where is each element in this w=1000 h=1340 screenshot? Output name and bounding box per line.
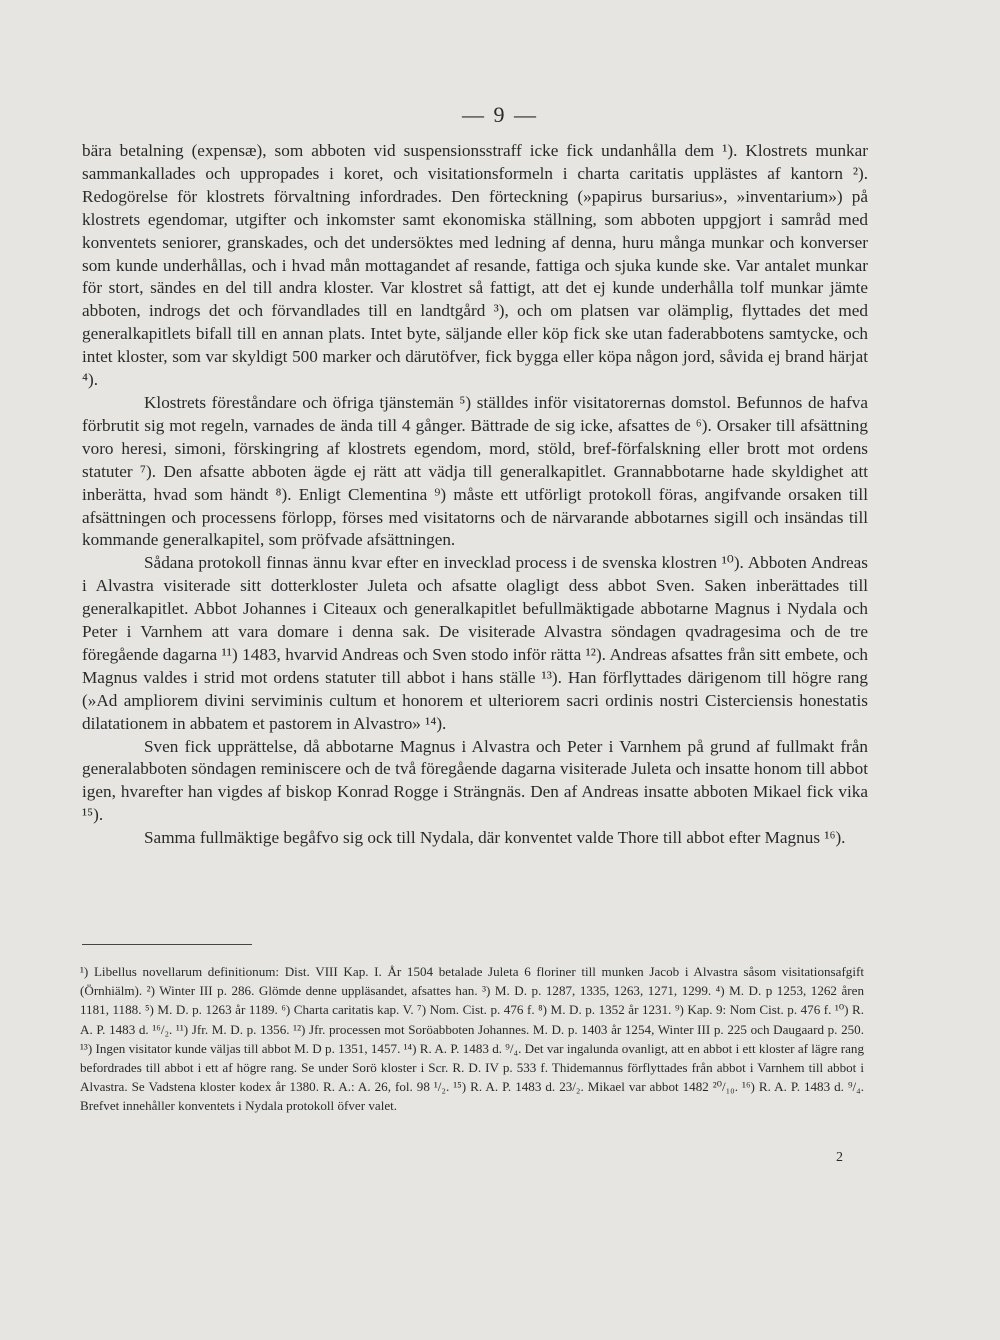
footnotes: ¹) Libellus novellarum definitionum: Dist. VIII Kap. I. År 1504 betalade Juleta 6 floriner till munken Jacob i Alvastra såsom visitationsafgift (Örnhiälm). ²) Winter III p. 286. Glömde denne uppläsandet, afsattes han. ³) M. D. p. 1287, 1335, 1263, 1271, 1299. ⁴) M. D. p 1253, 1262 åren 1181, 1188. ⁵) M. D. p. 1263 år 1189. ⁶) Charta caritatis kap. V. ⁷) Nom. Cist. p. 476 f. ⁸) M. D. p. 1352 år 1231. ⁹) Kap. 9: Nom Cist. p. 476 f. ¹⁰) R. A. P. 1483 d. ¹⁶/₂. ¹¹) Jfr. M. D. p. 1356. ¹²) Jfr. processen mot Soröabboten Johannes. M. D. p. 1403 år 1254, Winter III p. 225 och Daugaard p. 250. ¹³) Ingen visitator kunde väljas till abbot M. D p. 1351, 1457. ¹⁴) R. A. P. 1483 d. ⁹/₄. Det var ingalunda ovanligt, att en abbot i ett kloster af lägre rang befordrades till abbot i ett af högre rang. Se under Sorö kloster i Scr. R. D. IV p. 533 f. Thidemannus förflyttades från abbot i Varnhem till abbot i Alvastra. Se Vadstena kloster kodex år 1380. R. A.: A. 26, fol. 98 ¹/₂. ¹⁵) R. A. P. 1483 d. 23/₂. Mikael var abbot 1482 ²⁰/₁₀. ¹⁶) R. A. P. 1483 d. ⁹/₄. Brefvet innehåller konventets i Nydala protokoll öfver valet.: [80, 964, 864, 1114]
paragraph: Klostrets föreståndare och öfriga tjänstemän ⁵) ställdes inför visitatorernas domstol. Befunnos de hafva förbrutit sig mot regeln, varnades de ända till 4 gånger. Bättrade de sig icke, afsattes de ⁶). Orsaker till afsättning voro heresi, simoni, förskingring af klostrets egendom, mord, stöld, bref-förfalskning eller brott mot ordens statuter ⁷). Den afsatte abboten ägde ej rätt att vädja till generalkapitlet. Grannabbotarne hade skyldighet att inberätta, hvad som händt ⁸). Enligt Clementina ⁹) måste ett utförligt protokoll föras, angifvande orsaken till afsättningen och processens förlopp, förses med visitatorns och de närvarande abbotarnes sigill och insändas till kommande generalkapitel, som pröfvade afsättningen.: [82, 392, 868, 550]
sheet-signature: 2: [836, 1150, 843, 1165]
paragraph: bära betalning (expensæ), som abboten vid suspensionsstraff icke fick undanhålla dem ¹). Klostrets munkar sammankallades och uppropades i koret, och visitationsformeln i charta caritatis upplästes af kantorn ²). Redogörelse för klostrets förvaltning infordrades. Den förteckning (»papirus bursarius», »inventarium») på klostrets egendomar, utgifter och inkomster samt ekonomiska ställning, som abboten uppgjort i samråd med konventets seniorer, granskades, och det undersöktes med ledning af denna, huru många munkar och konverser som kunde underhållas, och i hvad mån mottagandet af resande, fattiga och sjuka kunde ske. Var antalet munkar för stort, sändes en del till andra kloster. Var klostret så fattigt, att det ej kunde underhålla tolf munkar jämte abboten, indrogs det och förvandlades till en landtgård ³), och om platsen var olämplig, flyttades det med generalkapitlets bifall till en annan plats. Intet byte, säljande eller köp fick ske utan faderabbotens samtycke, och intet kloster, som var skyldigt 500 marker och därutöfver, fick bygga eller köpa någon jord, såvida ej brand härjat ⁴).: [82, 141, 868, 390]
page-number: — 9 —: [462, 102, 538, 127]
paragraph: Sven fick upprättelse, då abbotarne Magnus i Alvastra och Peter i Varnhem på grund af fullmakt från generalabboten söndagen reminiscere och de två föregående dagarna visiterade Juleta och insatte honom till abbot igen, hvarefter han vigdes af biskop Konrad Rogge i Strängnäs. Den af Andreas insatte abboten Mikael fick vika ¹⁵).: [82, 736, 868, 825]
footnote-divider: [82, 944, 252, 945]
main-text: [82, 140, 868, 850]
paragraph: Samma fullmäktige begåfvo sig ock till Nydala, där konventet valde Thore till abbot efter Magnus ¹⁶).: [144, 828, 846, 848]
paragraph: Sådana protokoll finnas ännu kvar efter en invecklad process i de svenska klostren ¹⁰). Abboten Andreas i Alvastra visiterade sitt dotterkloster Juleta och afsatte olagligt dess abbot Sven. Saken inberättades till generalkapitlet. Abbot Johannes i Citeaux och generalkapitlet befullmäktigade abbotarne Magnus i Nydala och Peter i Varnhem att vara domare i denna sak. De visiterade Alvastra söndagen qvadragesima och de tre föregående dagarna ¹¹) 1483, hvarvid Andreas och Sven stodo inför rätta ¹²). Andreas afsattes från sitt embete, och Magnus valdes i strid mot ordens statuter till abbot i hans ställe ¹³). Han förflyttades därigenom till högre rang (»Ad ampliorem divini serviminis cultum et honorem et ulteriorem sacri ordinis nostri Cisterciensis honestatis dilatationem in abbatem et pastorem in Alvastro» ¹⁴).: [82, 553, 868, 733]
